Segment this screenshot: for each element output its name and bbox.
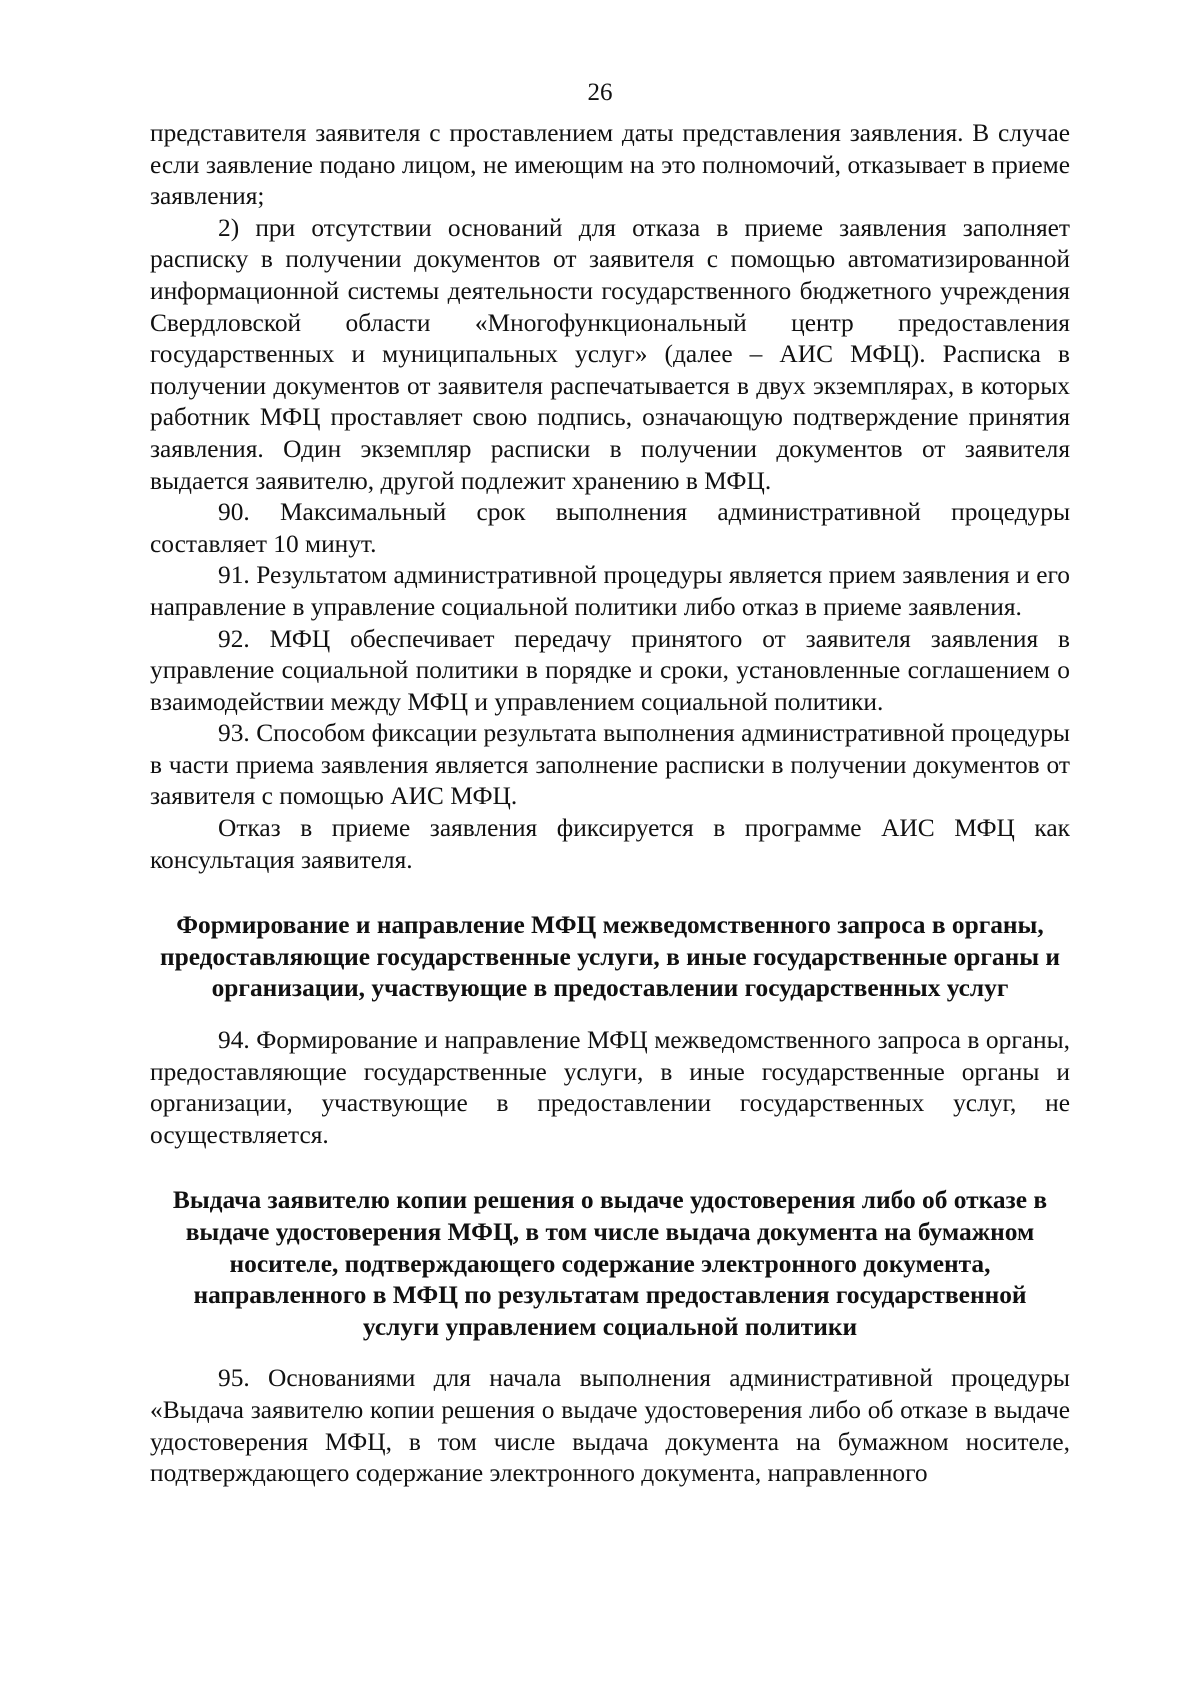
document-body <box>150 118 1070 1490</box>
paragraph-91: 91. Результатом административной процедуры является прием заявления и его направление в управление социальной политики либо отказ в приеме заявления. <box>150 561 1070 621</box>
paragraph-continuation: представителя заявителя с проставлением даты представления заявления. В случае если заявление подано лицом, не имеющим на это полномочий, отказывает в приеме заявления; <box>150 119 1070 211</box>
paragraph-93: 93. Способом фиксации результата выполнения административной процедуры в части приема заявления является заполнение расписки в получении документов от заявителя с помощью АИС МФЦ. <box>150 719 1070 811</box>
paragraph-92: 92. МФЦ обеспечивает передачу принятого от заявителя заявления в управление социальной политики в порядке и сроки, установленные соглашением о взаимодействии между МФЦ и управлением социальной политики. <box>150 624 1070 716</box>
paragraph-94: 94. Формирование и направление МФЦ межведомственного запроса в органы, предоставляющие государственные услуги, в иные государственные органы и организации, участвующие в предоставлении государственных услуг, не осуществляется. <box>150 1026 1070 1149</box>
paragraph-95: 95. Основаниями для начала выполнения административной процедуры «Выдача заявителю копии решения о выдаче удостоверения либо об отказе в выдаче удостоверения МФЦ, в том числе выдача документа на бумажном носителе, подтверждающего содержание электронного документа, направленного <box>150 1364 1070 1488</box>
paragraph-item-2: 2) при отсутствии оснований для отказа в приеме заявления заполняет расписку в получении документов от заявителя с помощью автоматизированной информационной системы деятельности государственного бюджетного учреждения Свердловской области «Многофункциональный центр предоставления государственных и муниципальных услуг» (далее – АИС МФЦ). Расписка в получении документов от заявителя распечатывается в двух экземплярах, в которых работник МФЦ проставляет свою подпись, означающую подтверждение принятия заявления. Один экземпляр расписки в получении документов от заявителя выдается заявителю, другой подлежит хранению в МФЦ. <box>150 213 1070 495</box>
paragraph-90: 90. Максимальный срок выполнения административной процедуры составляет 10 минут. <box>150 498 1070 558</box>
section-heading-issuance-of-copy: Выдача заявителю копии решения о выдаче удостоверения либо об отказе в выдаче удостоверения МФЦ, в том числе выдача документа на бумажном носителе, подтверждающего содержание электронного документа, направленного в МФЦ по результатам предоставления государственной услуги управлением социальной политики <box>172 1186 1048 1341</box>
section-heading-interagency-request: Формирование и направление МФЦ межведомственного запроса в органы, предоставляющие государственные услуги, в иные государственные органы и организации, участвующие в предоставлении государственных услуг <box>159 911 1061 1003</box>
paragraph-refusal: Отказ в приеме заявления фиксируется в программе АИС МФЦ как консультация заявителя. <box>150 814 1070 874</box>
page-number: 26 <box>587 79 613 106</box>
